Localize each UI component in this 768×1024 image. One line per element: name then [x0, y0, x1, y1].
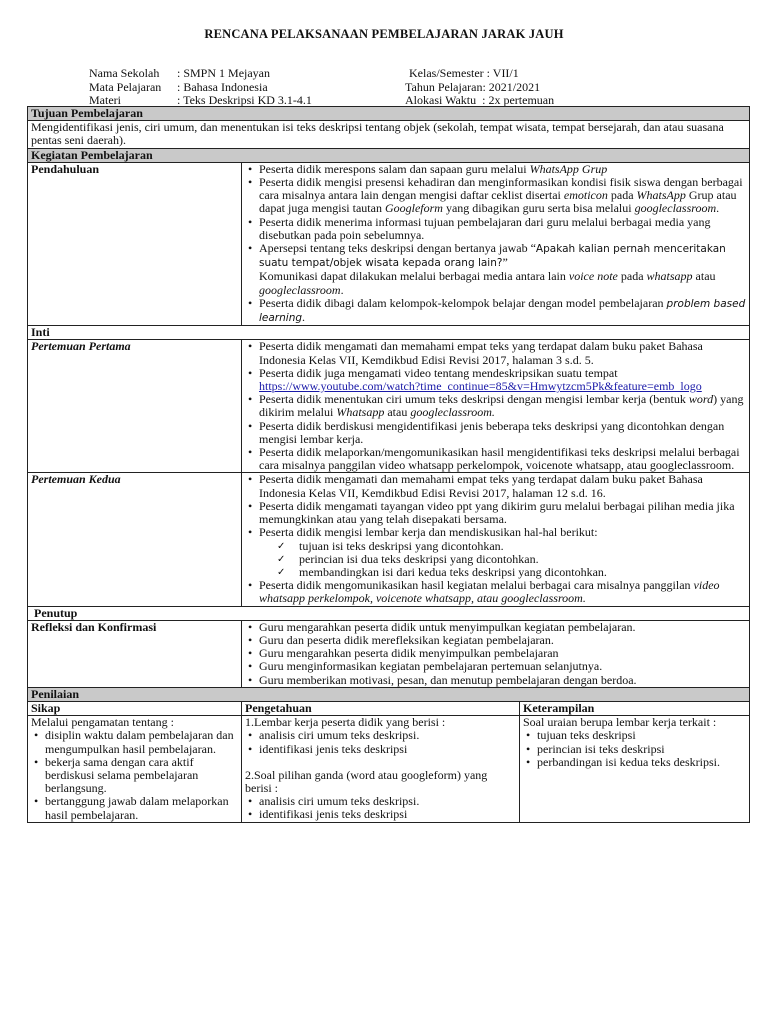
meta-value: : 2x pertemuan — [476, 93, 555, 107]
list-item: • Guru mengarahkan peserta didik untuk menyimpulkan kegiatan pembelajaran. — [259, 621, 746, 634]
inti-label: Inti — [28, 326, 750, 340]
meta-value: : VII/1 — [486, 66, 519, 80]
list-item: • Peserta didik mengamati tayangan video ppt yang dikirim guru melalui berbagai pilihan media jika memungkinkan atau yang telah disepakati bersama. — [259, 500, 746, 526]
penilaian-content-row — [28, 716, 750, 823]
sikap-intro: Melalui pengamatan tentang : — [31, 715, 174, 730]
refleksi-row — [28, 620, 750, 687]
meta-value: : 2021/2021 — [482, 79, 541, 94]
keterampilan-content — [520, 716, 750, 823]
list-item: • Peserta didik mengomunikasikan hasil kegiatan melalui berbagai cara misalnya panggilan video whatsapp perkelompok, voicenote whatsapp, atau googleclassroom. — [259, 579, 746, 605]
pengetahuan-label: Pengetahuan — [242, 701, 520, 715]
meta-label: Alokasi Waktu — [405, 93, 477, 107]
list-item: • Guru dan peserta didik merefleksikan kegiatan pembelajaran. — [259, 634, 746, 647]
list-item: • Peserta didik dibagi dalam kelompok-kelompok belajar dengan model pembelajaran problem based learning. — [259, 297, 746, 325]
checklist-item: ✓ perincian isi dua teks deskripsi yang dicontohkan. — [299, 553, 746, 566]
meta-left — [89, 67, 312, 108]
penilaian-header-row — [28, 701, 750, 715]
list-item: • tujuan teks deskripsi — [537, 729, 746, 742]
kegiatan-heading: Kegiatan Pembelajaran — [28, 148, 750, 162]
meta-row-year — [405, 81, 554, 95]
meta-row-school — [89, 67, 312, 81]
sikap-label: Sikap — [28, 701, 242, 715]
meta-label: Mata Pelajaran — [89, 79, 162, 94]
list-item: • Peserta didik merespons salam dan sapaan guru melalui WhatsApp Grup — [259, 163, 746, 176]
list-item: • Apersepsi tentang teks deskripsi dengan bertanya jawab “Apakah kalian pernah menceritakan suatu tempat/objek wisata kepada orang lain?” Komunikasi dapat dilakukan melalui berbagai media antara lain voice note pada whatsapp atau googleclassroom. — [259, 242, 746, 297]
tujuan-text: Mengidentifikasi jenis, ciri umum, dan menentukan isi teks deskripsi tentang objek (sekolah, tempat wisata, tempat bersejarah, dan atau suasana pentas seni daerah). — [28, 121, 750, 148]
pendahuluan-row — [28, 162, 750, 325]
penutup-label: Penutup — [28, 606, 750, 620]
pertemuan-kedua-row — [28, 473, 750, 606]
list-item: • Peserta didik melaporkan/mengomunikasikan hasil mengidentifikasi teks deskripsi melalui berbagai cara misalnya panggilan video whatsapp perkelompok, voicenote whatsapp, atau googleclassroom. — [259, 446, 746, 472]
meta-label: Kelas/Semester — [409, 66, 484, 80]
meta-label: Materi — [89, 93, 121, 107]
lesson-plan-table — [27, 106, 750, 823]
list-item: • perbandingan isi kedua teks deskripsi. — [537, 756, 746, 769]
list-item: • bertanggung jawab dalam melaporkan hasil pembelajaran. — [45, 795, 238, 821]
list-item: • Peserta didik mengamati dan memahami empat teks yang terdapat dalam buku paket Bahasa Indonesia Kelas VII, Kemdikbud Edisi Revisi 2017, halaman 12 s.d. 16. — [259, 473, 746, 499]
meta-row-subject — [89, 81, 312, 95]
pertemuan-kedua-label: Pertemuan Kedua — [28, 473, 242, 606]
list-item: • bekerja sama dengan cara aktif berdiskusi selama pembelajaran berlangsung. — [45, 756, 238, 796]
list-item: • Guru memberikan motivasi, pesan, dan menutup pembelajaran dengan berdoa. — [259, 674, 746, 687]
tujuan-heading: Tujuan Pembelajaran — [28, 107, 750, 121]
pertemuan-kedua-content — [242, 473, 750, 606]
list-item: • Peserta didik mengisi presensi kehadiran dan menginformasikan kondisi fisik siswa dengan berbagai cara misalnya antara lain dengan mengisi daftar ceklist disertai emoticon pada WhatsApp Grup atau dapat juga mengisi tautan Googleform yang dibagikan guru serta bisa melalui googleclassroom. — [259, 176, 746, 216]
list-item: • analisis ciri umum teks deskripsi. — [259, 729, 516, 742]
meta-right — [405, 67, 554, 108]
keterampilan-label: Keterampilan — [520, 701, 750, 715]
document-title: RENCANA PELAKSANAAN PEMBELAJARAN JARAK JAUH — [204, 27, 564, 41]
list-item: • identifikasi jenis teks deskripsi — [259, 743, 516, 756]
checklist — [259, 540, 746, 580]
pengetahuan-intro-2: 2.Soal pilihan ganda (word atau googleform) yang berisi : — [245, 767, 488, 795]
meta-row-class — [405, 67, 554, 81]
pendahuluan-label: Pendahuluan — [28, 162, 242, 325]
list-item: • perincian isi teks deskripsi — [537, 743, 746, 756]
youtube-video-link[interactable]: https://www.youtube.com/watch?time_continue=85&v=Hmwytzcm5Pk&feature=emb_logo — [259, 379, 702, 394]
list-item: • Peserta didik menerima informasi tujuan pembelajaran dari guru melalui berbagai media yang disebutkan pada poin sebelumnya. — [259, 216, 746, 242]
meta-value: : Bahasa Indonesia — [177, 79, 268, 94]
meta-label: Tahun Pelajaran — [405, 79, 483, 94]
refleksi-label: Refleksi dan Konfirmasi — [28, 620, 242, 687]
pertemuan-pertama-content — [242, 340, 750, 473]
meta-value: : Teks Deskripsi KD 3.1-4.1 — [177, 93, 312, 107]
penilaian-heading: Penilaian — [28, 687, 750, 701]
list-item: • Peserta didik juga mengamati video tentang mendeskripsikan suatu tempat https://www.youtube.com/watch?time_continue=85&v=Hmwytzcm5Pk&feature=emb_logo — [259, 367, 746, 393]
list-item: • Peserta didik mengisi lembar kerja dan mendiskusikan hal-hal berikut: ✓ tujuan isi teks deskripsi yang dicontohkan. ✓ perincian isi dua teks deskripsi yang dicontohkan. ✓ membandingkan isi dari kedua teks deskripsi yang dicontohkan. — [259, 526, 746, 579]
meta-value: : SMPN 1 Mejayan — [177, 66, 270, 80]
list-item: • Peserta didik mengamati dan memahami empat teks yang terdapat dalam buku paket Bahasa Indonesia Kelas VII, Kemdikbud Edisi Revisi 2017, halaman 3 s.d. 5. — [259, 340, 746, 366]
keterampilan-intro: Soal uraian berupa lembar kerja terkait : — [523, 715, 717, 730]
list-item: • Peserta didik menentukan ciri umum teks deskripsi dengan mengisi lembar kerja (bentuk word) yang dikirim melalui Whatsapp atau googleclassroom. — [259, 393, 746, 419]
pengetahuan-intro-1: 1.Lembar kerja peserta didik yang berisi : — [245, 715, 446, 730]
list-item: • Peserta didik berdiskusi mengidentifikasi jenis beberapa teks deskripsi yang dicontohkan dengan mengisi lembar kerja. — [259, 420, 746, 446]
pertemuan-pertama-label: Pertemuan Pertama — [28, 340, 242, 473]
list-item: • Guru mengarahkan peserta didik menyimpulkan pembelajaran — [259, 647, 746, 660]
sikap-content — [28, 716, 242, 823]
checklist-item: ✓ membandingkan isi dari kedua teks deskripsi yang dicontohkan. — [299, 566, 746, 579]
list-item: • identifikasi jenis teks deskripsi — [259, 808, 516, 821]
list-item: • Guru menginformasikan kegiatan pembelajaran pertemuan selanjutnya. — [259, 660, 746, 673]
checklist-item: ✓ tujuan isi teks deskripsi yang dicontohkan. — [299, 540, 746, 553]
pengetahuan-content — [242, 716, 520, 823]
pendahuluan-content — [242, 162, 750, 325]
meta-label: Nama Sekolah — [89, 66, 160, 80]
pertemuan-pertama-row — [28, 340, 750, 473]
refleksi-content — [242, 620, 750, 687]
list-item: • disiplin waktu dalam pembelajaran dan mengumpulkan hasil pembelajaran. — [45, 729, 238, 755]
list-item: • analisis ciri umum teks deskripsi. — [259, 795, 516, 808]
